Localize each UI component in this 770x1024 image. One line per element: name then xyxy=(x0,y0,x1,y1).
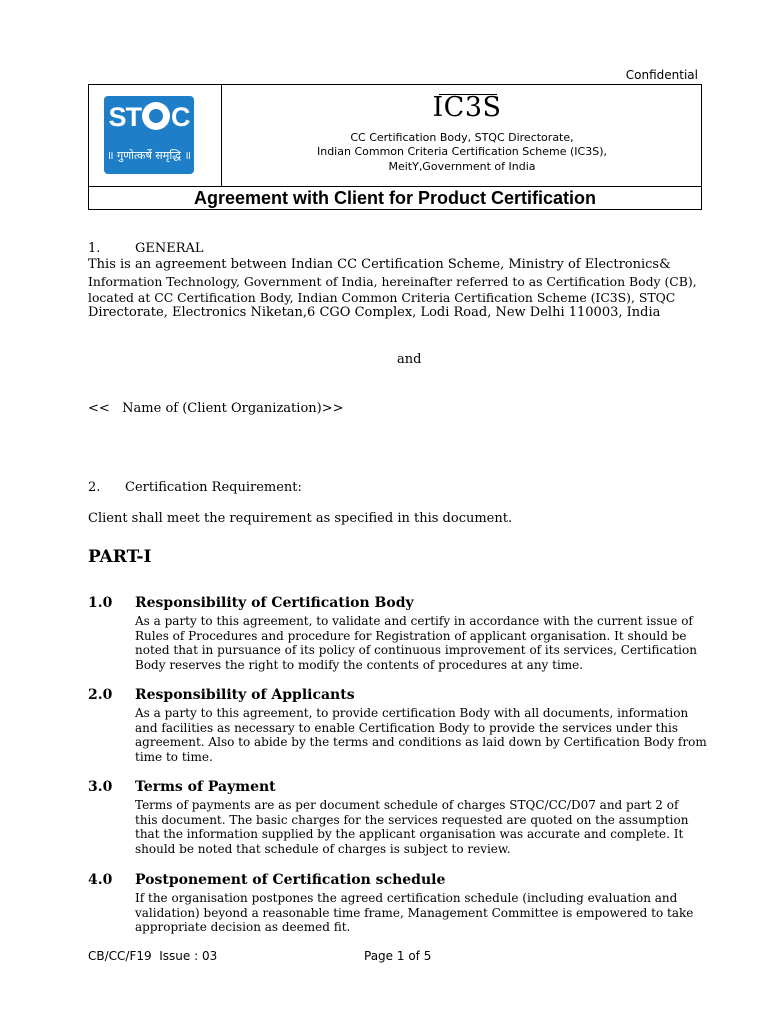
logo-text: ST C xyxy=(108,102,190,132)
section-number: 4.0 xyxy=(88,872,113,888)
stqc-logo xyxy=(104,96,194,174)
section-number: 1.0 xyxy=(88,595,113,611)
section-line: If the organisation postpones the agreed certification schedule (including evaluation and xyxy=(135,891,678,905)
cb-name-line-1: CC Certification Body, STQC Directorate, xyxy=(350,131,574,144)
footer-page-number: Page 1 of 5 xyxy=(364,949,432,963)
section-line: Terms of payments are as per document schedule of charges STQC/CC/D07 and part 2 of xyxy=(135,798,679,812)
cb-name-line-3: MeitY,Government of India xyxy=(388,160,536,173)
section-line: that the information supplied by the applicant organisation was accurate and complete. It xyxy=(135,827,684,842)
general-line-2: Information Technology, Government of India, hereinafter referred to as Certification Body (CB), xyxy=(88,274,697,289)
section-line: and facilities as necessary to enable Certification Body to provide the services under this xyxy=(135,720,679,735)
section-line: As a party to this agreement, to validate and certify in accordance with the current issue of xyxy=(135,614,693,628)
requirement-number: 2. xyxy=(88,480,101,495)
ic3s-logo: IC3S xyxy=(432,92,502,123)
and-text: and xyxy=(397,352,422,367)
general-line-1: This is an agreement between Indian CC Certification Scheme, Ministry of Electronics& xyxy=(88,257,671,272)
requirement-heading: Certification Requirement: xyxy=(125,480,302,495)
section-line: time to time. xyxy=(135,750,213,765)
section-title: Responsibility of Certification Body xyxy=(135,595,414,611)
logo-tagline: ॥ गुणोत्कर्षे समृद्धि ॥ xyxy=(106,149,192,162)
section-body xyxy=(135,614,733,673)
section-line: appropriate decision as deemed fit. xyxy=(135,920,351,935)
section-title: Responsibility of Applicants xyxy=(135,687,355,703)
client-name-placeholder: << Name of (Client Organization)>> xyxy=(88,401,344,416)
part-heading: PART-I xyxy=(88,547,152,567)
section-line: Rules of Procedures and procedure for Registration of applicant organisation. It should be xyxy=(135,628,687,643)
section-body xyxy=(135,798,709,857)
section-line: noted that in pursuance of its policy of continuous improvement of its services, Certification xyxy=(135,643,697,658)
section-body xyxy=(135,706,733,765)
confidential-label: Confidential xyxy=(625,68,698,82)
section-number: 3.0 xyxy=(88,779,113,795)
section-line: validation) beyond a reasonable time frame, Management Committee is empowered to take xyxy=(135,905,694,920)
general-line-3: located at CC Certification Body, Indian Common Criteria Certification Scheme (IC3S), STQC xyxy=(88,290,676,305)
section-title: Terms of Payment xyxy=(135,779,276,795)
section-number: 2.0 xyxy=(88,687,113,703)
general-line-4: Directorate, Electronics Niketan,6 CGO Complex, Lodi Road, New Delhi 110003, India xyxy=(88,305,661,320)
section-body xyxy=(135,891,733,935)
section-line: agreement. Also to abide by the terms and conditions as laid down by Certification Body from xyxy=(135,735,707,750)
requirement-text: Client shall meet the requirement as specified in this document. xyxy=(88,511,513,526)
section-title: Postponement of Certification schedule xyxy=(135,872,446,888)
general-heading: GENERAL xyxy=(135,241,204,256)
section-line: As a party to this agreement, to provide certification Body with all documents, information xyxy=(135,706,689,720)
section-line: Body reserves the right to modify the contents of procedures at any time. xyxy=(135,658,584,673)
footer-doc-code: CB/CC/F19 Issue : 03 xyxy=(88,949,218,963)
section-line: this document. The basic charges for the services requested are quoted on the assumption xyxy=(135,812,689,827)
cb-name-line-2: Indian Common Criteria Certification Scheme (IC3S), xyxy=(316,145,608,158)
general-number: 1. xyxy=(88,241,101,256)
document-title: Agreement with Client for Product Certification xyxy=(193,188,597,208)
title-divider xyxy=(88,186,702,187)
section-line: should be noted that schedule of charges is subject to review. xyxy=(135,842,511,857)
